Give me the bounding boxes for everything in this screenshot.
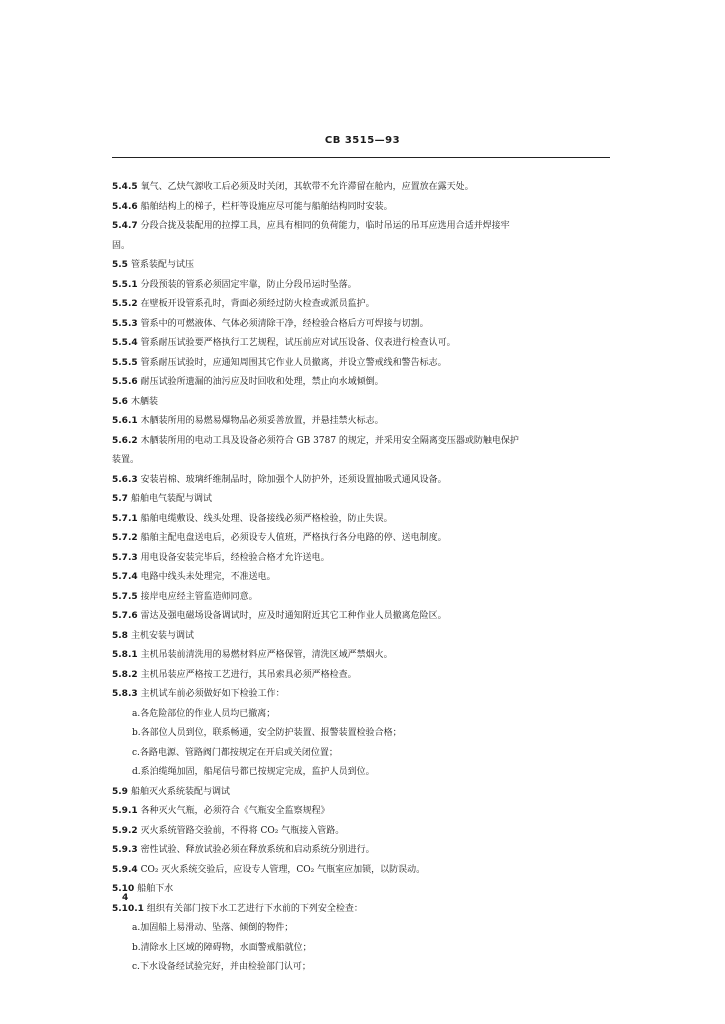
clause-text: 装置。	[112, 455, 140, 465]
text-line	[112, 646, 612, 666]
clause-text: 木舾装	[130, 396, 158, 407]
clause-text: 接岸电应经主管监造师同意。	[140, 591, 258, 602]
clause-number: 5.10.1	[112, 903, 144, 914]
clause-number: 5.9.4	[112, 864, 138, 875]
text-line	[112, 861, 612, 881]
text-line	[112, 315, 612, 335]
clause-text: 管系耐压试验时，应通知周围其它作业人员撤离，并设立警戒线和警告标志。	[140, 357, 447, 368]
clause-text: d.系泊缆绳加固，船尾信号都已按规定完成，监护人员到位。	[132, 767, 375, 777]
text-line	[112, 783, 612, 803]
clause-text: 氧气、乙炔气源收工后必须及时关闭，其软带不允许滞留在舱内，应置放在露天处。	[140, 182, 474, 192]
text-line	[112, 919, 612, 939]
clause-number: 5.6	[112, 396, 128, 407]
clause-text: b.清除水上区域的障碍物，水面警戒船就位；	[132, 942, 312, 953]
clause-text: a.加固船上易滑动、坠落、倾倒的物件；	[132, 923, 294, 933]
text-line	[112, 666, 612, 686]
clause-number: 5.4.5	[112, 182, 138, 192]
text-line	[112, 802, 612, 822]
clause-text: 主机吊装前清洗用的易燃材料应严格保管，清洗区域严禁烟火。	[140, 650, 393, 660]
clause-number: 5.5.1	[112, 279, 138, 290]
clause-text: 分段预装的管系必须固定牢靠，防止分段吊运时坠落。	[140, 279, 357, 290]
clause-text: 船舶结构上的梯子，栏杆等设施应尽可能与船舶结构同时安装。	[140, 201, 393, 212]
clause-text: 组织有关部门按下水工艺进行下水前的下列安全检查：	[146, 903, 363, 914]
clause-text: 船舶下水	[137, 884, 174, 894]
clause-number: 5.5.4	[112, 338, 138, 348]
text-line	[112, 529, 612, 549]
clause-text: 管系装配与试压	[130, 260, 194, 270]
text-line	[112, 627, 612, 647]
clause-number: 5.8.2	[112, 669, 138, 680]
clause-number: 5.7.2	[112, 533, 138, 543]
clause-text: c.下水设备经试验完好，并由检验部门认可；	[132, 962, 311, 972]
text-line	[112, 841, 612, 861]
clause-text: 耐压试验所遗漏的油污应及时回收和处理，禁止向水域倾倒。	[140, 377, 384, 387]
text-line	[112, 256, 612, 276]
clause-text: 船舶灭火系统装配与调试	[130, 786, 230, 797]
text-line	[112, 568, 612, 588]
clause-text: 木舾装所用的电动工具及设备必须符合 GB 3787 的规定，并采用安全隔离变压器或防触电保护	[140, 435, 519, 446]
clause-number: 5.8.1	[112, 650, 138, 660]
text-line	[112, 744, 612, 764]
clause-text: 管系中的可燃液体、气体必须清除干净，经检验合格后方可焊接与切割。	[140, 318, 429, 329]
text-line	[112, 939, 612, 959]
clause-text: 主机试车前必须做好如下检验工作：	[140, 689, 285, 699]
text-line	[112, 549, 612, 569]
text-line	[112, 958, 612, 978]
clause-text: 在壁板开设管系孔时，背面必须经过防火检查或派员监护。	[140, 299, 375, 309]
clause-text: 主机吊装应严格按工艺进行，其吊索具必须严格检查。	[140, 669, 357, 680]
clause-number: 5.4.6	[112, 201, 138, 212]
text-line	[112, 763, 612, 783]
clause-number: 5.5	[112, 260, 128, 270]
clause-number: 5.7	[112, 494, 128, 504]
clause-text: 用电设备安装完毕后，经检验合格才允许送电。	[140, 552, 330, 563]
clause-number: 5.7.5	[112, 591, 138, 602]
document-body	[112, 178, 612, 978]
clause-number: 5.9.2	[112, 825, 138, 836]
clause-text: 电路中线头未处理完，不准送电。	[140, 572, 276, 582]
clause-text: CO₂ 灭火系统交验后，应设专人管理，CO₂ 气瓶室应加锁，以防误动。	[140, 864, 426, 875]
text-line	[112, 724, 612, 744]
clause-number: 5.10	[112, 884, 135, 894]
clause-text: 安装岩棉、玻璃纤维制品时，除加强个人防护外，还须设置抽吸式通风设备。	[140, 474, 447, 485]
clause-number: 5.6.3	[112, 474, 138, 485]
clause-number: 5.5.3	[112, 318, 138, 329]
text-line	[112, 822, 612, 842]
clause-text: 船舶电缆敷设、线头处理、设备接线必须严格检验，防止失误。	[140, 513, 393, 524]
text-line	[112, 900, 612, 920]
clause-text: 船舶电气装配与调试	[130, 494, 212, 504]
clause-number: 5.8	[112, 630, 128, 641]
text-line	[112, 880, 612, 900]
clause-number: 5.7.4	[112, 572, 138, 582]
clause-number: 5.6.2	[112, 435, 138, 446]
text-line	[112, 237, 612, 257]
text-line	[112, 393, 612, 413]
clause-number: 5.5.2	[112, 299, 138, 309]
text-line	[112, 490, 612, 510]
clause-text: 雷达及强电磁场设备调试时，应及时通知附近其它工种作业人员撤离危险区。	[140, 611, 447, 621]
text-line	[112, 178, 612, 198]
clause-number: 5.9.3	[112, 845, 138, 855]
clause-number: 5.8.3	[112, 689, 138, 699]
clause-number: 5.9.1	[112, 806, 138, 816]
clause-text: 密性试验、释放试验必须在释放系统和启动系统分别进行。	[140, 845, 375, 855]
clause-number: 5.9	[112, 786, 128, 797]
page-number: 4	[122, 893, 129, 903]
clause-text: 船舶主配电盘送电后，必须设专人值班，严格执行各分电路的停、送电制度。	[140, 533, 447, 543]
text-line	[112, 588, 612, 608]
text-line	[112, 471, 612, 491]
text-line	[112, 451, 612, 471]
text-line	[112, 354, 612, 374]
text-line	[112, 217, 612, 237]
clause-text: 木舾装所用的易燃易爆物品必须妥善放置，并悬挂禁火标志。	[140, 416, 384, 426]
clause-text: 各种灭火气瓶，必须符合《气瓶安全监察规程》	[140, 806, 330, 816]
text-line	[112, 334, 612, 354]
text-line	[112, 705, 612, 725]
clause-text: 分段合拢及装配用的拉撑工具，应具有相同的负荷能力，临时吊运的吊耳应选用合适并焊接牢	[140, 221, 510, 231]
text-line	[112, 373, 612, 393]
text-line	[112, 295, 612, 315]
text-line	[112, 276, 612, 296]
clause-number: 5.6.1	[112, 416, 138, 426]
clause-number: 5.7.1	[112, 513, 138, 524]
clause-text: 固。	[112, 240, 131, 251]
clause-text: a.各危险部位的作业人员均已撤离；	[132, 708, 276, 719]
text-line	[112, 607, 612, 627]
text-line	[112, 412, 612, 432]
header-rule	[112, 157, 610, 158]
text-line	[112, 198, 612, 218]
clause-text: 管系耐压试验要严格执行工艺规程，试压前应对试压设备、仪表进行检查认可。	[140, 338, 456, 348]
clause-text: c.各路电源、管路阀门都按规定在开启或关闭位置；	[132, 747, 338, 758]
clause-number: 5.7.6	[112, 611, 138, 621]
clause-number: 5.5.5	[112, 357, 138, 368]
text-line	[112, 510, 612, 530]
clause-text: b.各部位人员到位，联系畅通，安全防护装置、报警装置检验合格；	[132, 728, 402, 738]
text-line	[112, 685, 612, 705]
page-header: CB 3515—93	[324, 135, 401, 146]
text-line	[112, 432, 612, 452]
clause-number: 5.7.3	[112, 552, 138, 563]
clause-number: 5.5.6	[112, 377, 138, 387]
clause-number: 5.4.7	[112, 221, 138, 231]
clause-text: 主机安装与调试	[130, 630, 194, 641]
clause-text: 灭火系统管路交验前，不得将 CO₂ 气瓶接入管路。	[140, 825, 345, 836]
